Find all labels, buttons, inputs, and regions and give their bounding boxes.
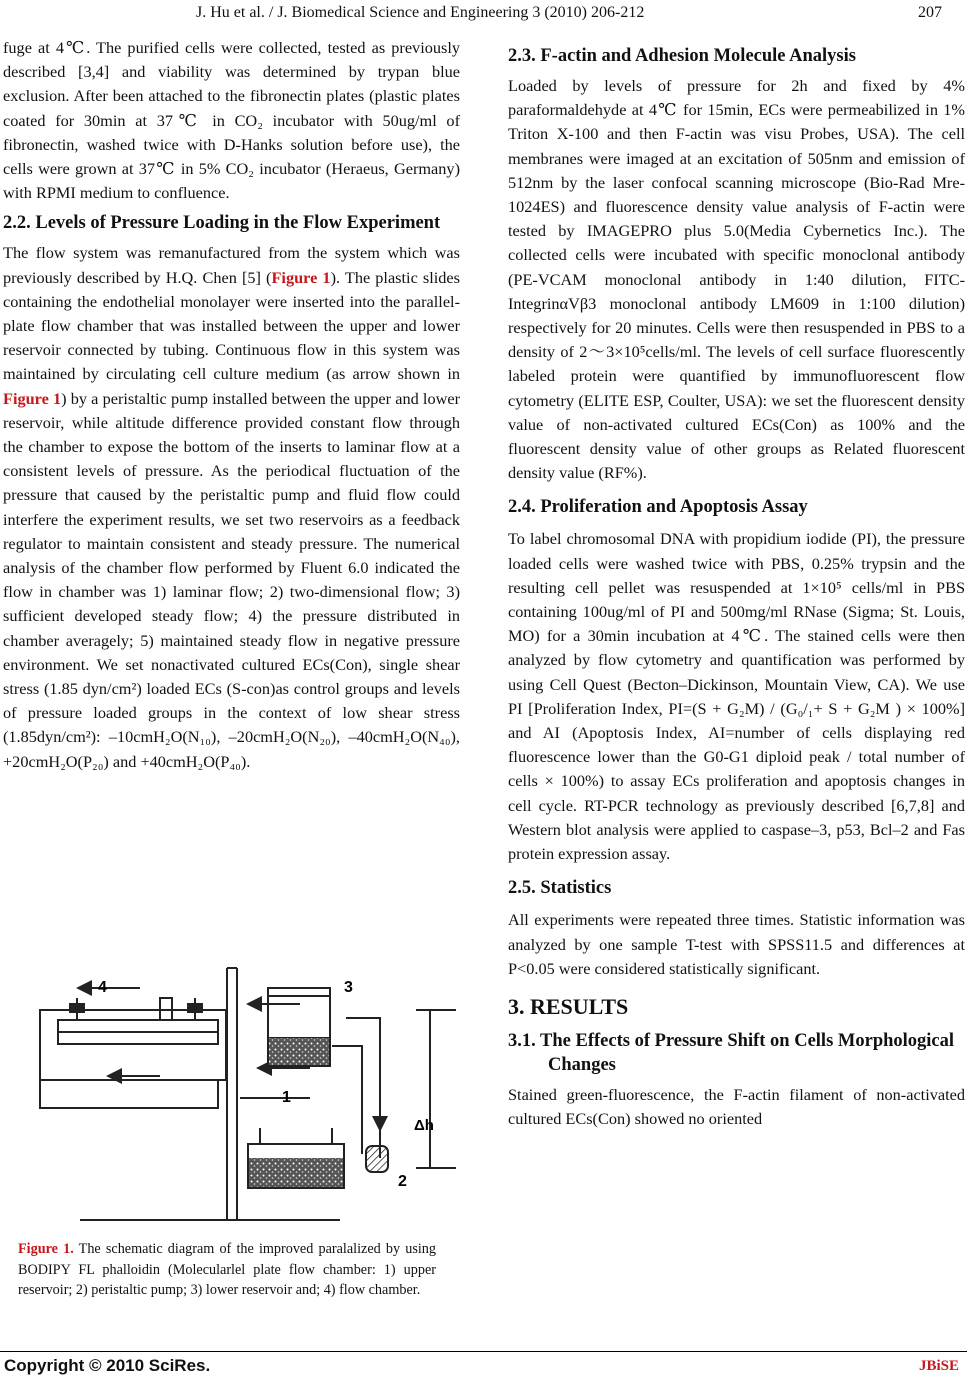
footer-divider <box>0 1351 967 1352</box>
left-column <box>3 36 460 774</box>
text-run: The flow system was remanufactured from the system which was previously described by H.Q. Chen [5] ( <box>3 243 460 287</box>
page-footer <box>0 1356 967 1380</box>
running-title: J. Hu et al. / J. Biomedical Science and Engineering 3 (2010) 206-212 <box>196 4 645 21</box>
running-header <box>0 4 967 26</box>
page-number: 207 <box>918 4 942 21</box>
paragraph-f-actin: Loaded by levels of pressure for 2h and fixed by 4% paraformaldehyde at 4℃ for 15min, ECs were permeabilized in 1% Triton X-100 and then F-actin was visu Probes, USA). The cell membranes were imaged at an excitation of 505nm and emission of 512nm by the laser confocal scanning microscope (Bio-Rad Mre-1024ES) and fluorescence density value analysis of F-actin were tested by IMAGEPRO plus 5.0(Media Cybernetics Inc.). The collected cells were incubated with specific monoclonal antibody (PE-VCAM monoclonal antibody in 1:40 dilution, FITC-IntegrinαVβ3 monoclonal antibody LM609 in 1:100 dilution) respectively for 20 minutes. Cells were then resuspended in PBS to a density of 2～3×10⁵cells/ml. The levels of cell surface fluorescently labeled protein were quantified by immunofluorescent flow cytometry (ELITE ESP, Coulter, USA): we set the fluorescent density value of non-activated cultured ECs(Con) as 100% and the fluorescent density value of other groups as Related fluorescent density value (RF%). <box>508 76 965 483</box>
copyright: Copyright © 2010 SciRes. <box>4 1356 211 1375</box>
journal-abbrev: JBiSE <box>918 1358 959 1374</box>
caption-text: The schematic diagram of the improved paralalized by using BODIPY FL phalloidin (Molecularlel plate flow chamber: 1) upper reservoir; 2) peristaltic pump; 3) lower reservoir and; 4) flow chamber. <box>18 1241 436 1298</box>
right-column <box>508 44 965 1131</box>
section-heading-3: 3. RESULTS <box>508 993 629 1019</box>
section-heading-2-4: 2.4. Proliferation and Apoptosis Assay <box>508 497 808 518</box>
peristaltic-pump <box>366 1146 388 1172</box>
section-heading-2-3: 2.3. F-actin and Adhesion Molecule Analysis <box>508 46 856 66</box>
upper-reservoir-fluid <box>269 1038 329 1065</box>
figure-1-link[interactable]: Figure 1 <box>271 267 331 287</box>
section-heading-3-1: 3.1. The Effects of Pressure Shift on Cells Morphological Changes <box>508 1030 955 1075</box>
label-3: 3 <box>344 979 353 996</box>
section-heading-2-2: 2.2. Levels of Pressure Loading in the Flow Experiment <box>3 213 441 234</box>
label-4: 4 <box>98 979 107 996</box>
text-run: ). The plastic slides containing the endothelial monolayer were inserted into the parallel-plate flow chamber that was installed between the upper and lower reservoir connected by tubing. Continuous flow in this system was maintained by circulating cell culture medium (as arrow shown in <box>3 267 460 384</box>
text-run: ) by a peristaltic pump installed between the upper and lower reservoir, while altitude difference provided constant flow through the chamber to expose the bottom of the inserts to laminar flow at a consistent levels of pressure. As the periodical fluctuation of the pressure that caused by the peristaltic pump and fluid flow could interfere the experiment results, we set two reservoirs as a feedback regulator to maintain consistent and steady pressure. The numerical analysis of the chamber flow performed by Fluent 6.0 indicated the flow in chamber was 1) laminar flow; 2) two-dimensional flow; 3) sufficient developed steady flow; 4) the pressure distributed in chamber averagely; 5) maintained steady flow in negative pressure environment. We set nonactivated cultured ECs(Con), single shear stress (1.85 dyn/cm²) loaded ECs (S-con)as control groups and levels of pressure loaded groups in the context of low shear stress (1.85dyn/cm²): –10cmH₂O(N₁₀), –20cmH₂O(N₂₀), –40cmH₂O(N₄₀), +20cmH₂O(P₂₀) and +40cmH₂O(P₄₀). <box>3 388 460 771</box>
section-heading-2-5: 2.5. Statistics <box>508 878 612 899</box>
paragraph-flow-experiment <box>3 241 460 773</box>
figure-1-link[interactable]: Figure 1 <box>3 388 62 408</box>
flow-system-diagram <box>10 958 456 1238</box>
label-delta-h: Δh <box>414 1117 434 1134</box>
paragraph-cell-culture: fuge at 4℃. The purified cells were collected, tested as previously described [3,4] and viability was determined by trypan blue exclusion. After been attached to the fibronectin plates (plastic plates coated for 30min at 37℃ in CO₂ incubator with 50ug/ml of fibronectin, washed twice with D-Hanks solution before use), the cells were grown at 37℃ in 5% CO₂ incubator (Heraeus, Germany) with RPMI medium to confluence. <box>3 38 460 203</box>
label-1: 1 <box>282 1089 291 1106</box>
lower-reservoir-fluid <box>249 1158 343 1187</box>
paragraph-statistics: All experiments were repeated three times. Statistic information was analyzed by one sample T-test with SPSS11.5 and differences at P<0.05 were considered statistically significant. <box>508 910 965 978</box>
paragraph-results: Stained green-fluorescence, the F-actin filament of non-activated cultured ECs(Con) showed no oriented <box>508 1084 965 1129</box>
figure-1-caption <box>18 1239 436 1301</box>
paragraph-proliferation: To label chromosomal DNA with propidium iodide (PI), the pressure loaded cells were washed twice with PBS, 0.25% trypsin and the resulting cell pellet was resuspended at 1×10⁵ cells/ml in PBS containing 100ug/ml of PI and 500mg/ml RNase (Sigma; St. Louis, MO) for a 30min incubation at 4℃. The stained cells were then analyzed by flow cytometry and quantification was performed by using Cell Quest (Becton–Dickinson, Mountain View, CA). We use PI [Proliferation Index, PI=(S + G₂M) / (G₀/₁+ S + G₂M ) × 100%] and AI (Apoptosis Index, AI=number of cells displaying red fluorescence lower than the G0-G1 diploid peak / total number of cells × 100%) to assay ECs proliferation and apoptosis changes in cell cycle. RT-PCR technology as previously described [6,7,8] and Western blot analysis were applied to caspase–3, p53, Bcl–2 and Fas protein expression assay. <box>508 529 965 864</box>
label-2: 2 <box>398 1173 407 1190</box>
figure-1 <box>10 958 456 1238</box>
caption-label: Figure 1. <box>18 1241 74 1257</box>
